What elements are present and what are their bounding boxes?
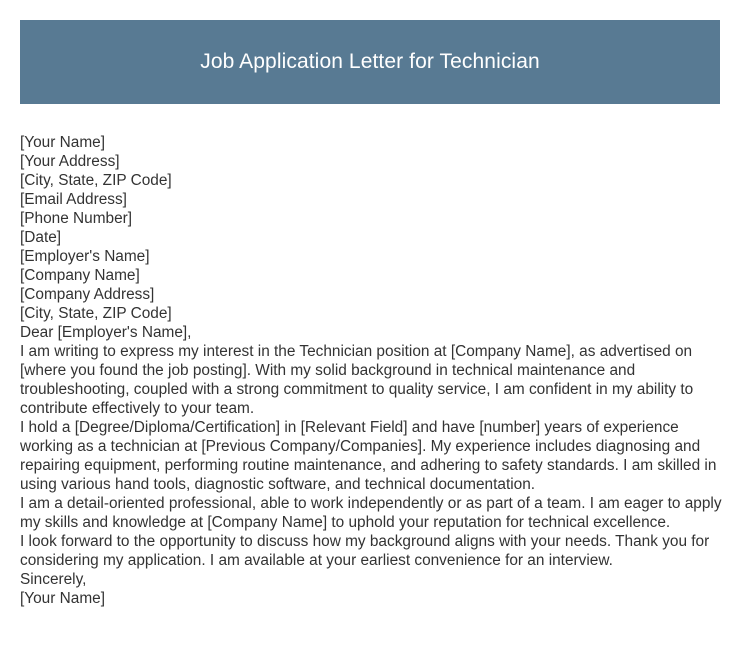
sender-name: [Your Name]	[20, 134, 105, 151]
body-paragraph-qualities: I am a detail-oriented professional, able to work independently or as part of a team. I am eager to apply my skills and knowledge at [Company Name] to uphold your reputation for technical excellence.	[20, 495, 722, 531]
letter-body	[20, 133, 722, 608]
sender-email: [Email Address]	[20, 191, 127, 208]
letter-date: [Date]	[20, 229, 62, 246]
recipient-company: [Company Name]	[20, 267, 140, 284]
recipient-name: [Employer's Name]	[20, 248, 150, 265]
sender-phone: [Phone Number]	[20, 210, 133, 227]
salutation: Dear [Employer's Name],	[20, 324, 192, 341]
signature: [Your Name]	[20, 590, 105, 607]
closing: Sincerely,	[20, 571, 87, 588]
body-paragraph-closing: I look forward to the opportunity to discuss how my background aligns with your needs. Thank you for considering my application. I am available at your earliest convenience for an interview.	[20, 533, 710, 569]
recipient-company-address: [Company Address]	[20, 286, 155, 303]
recipient-city-state-zip: [City, State, ZIP Code]	[20, 305, 172, 322]
page-title: Job Application Letter for Technician	[200, 50, 540, 73]
body-paragraph-intro: I am writing to express my interest in the Technician position at [Company Name], as advertised on [where you found the job posting]. With my solid background in technical maintenance and troubleshooting, coupled with a strong commitment to quality service, I am confident in my ability to contribute effectively to your team.	[20, 343, 694, 417]
sender-address: [Your Address]	[20, 153, 120, 170]
title-banner	[20, 20, 720, 104]
body-paragraph-experience: I hold a [Degree/Diploma/Certification] in [Relevant Field] and have [number] years of experience working as a technician at [Previous Company/Companies]. My experience includes diagnosing and repairing equipment, performing routine maintenance, and adhering to safety standards. I am skilled in using various hand tools, diagnostic software, and technical documentation.	[20, 419, 717, 493]
sender-city-state-zip: [City, State, ZIP Code]	[20, 172, 172, 189]
